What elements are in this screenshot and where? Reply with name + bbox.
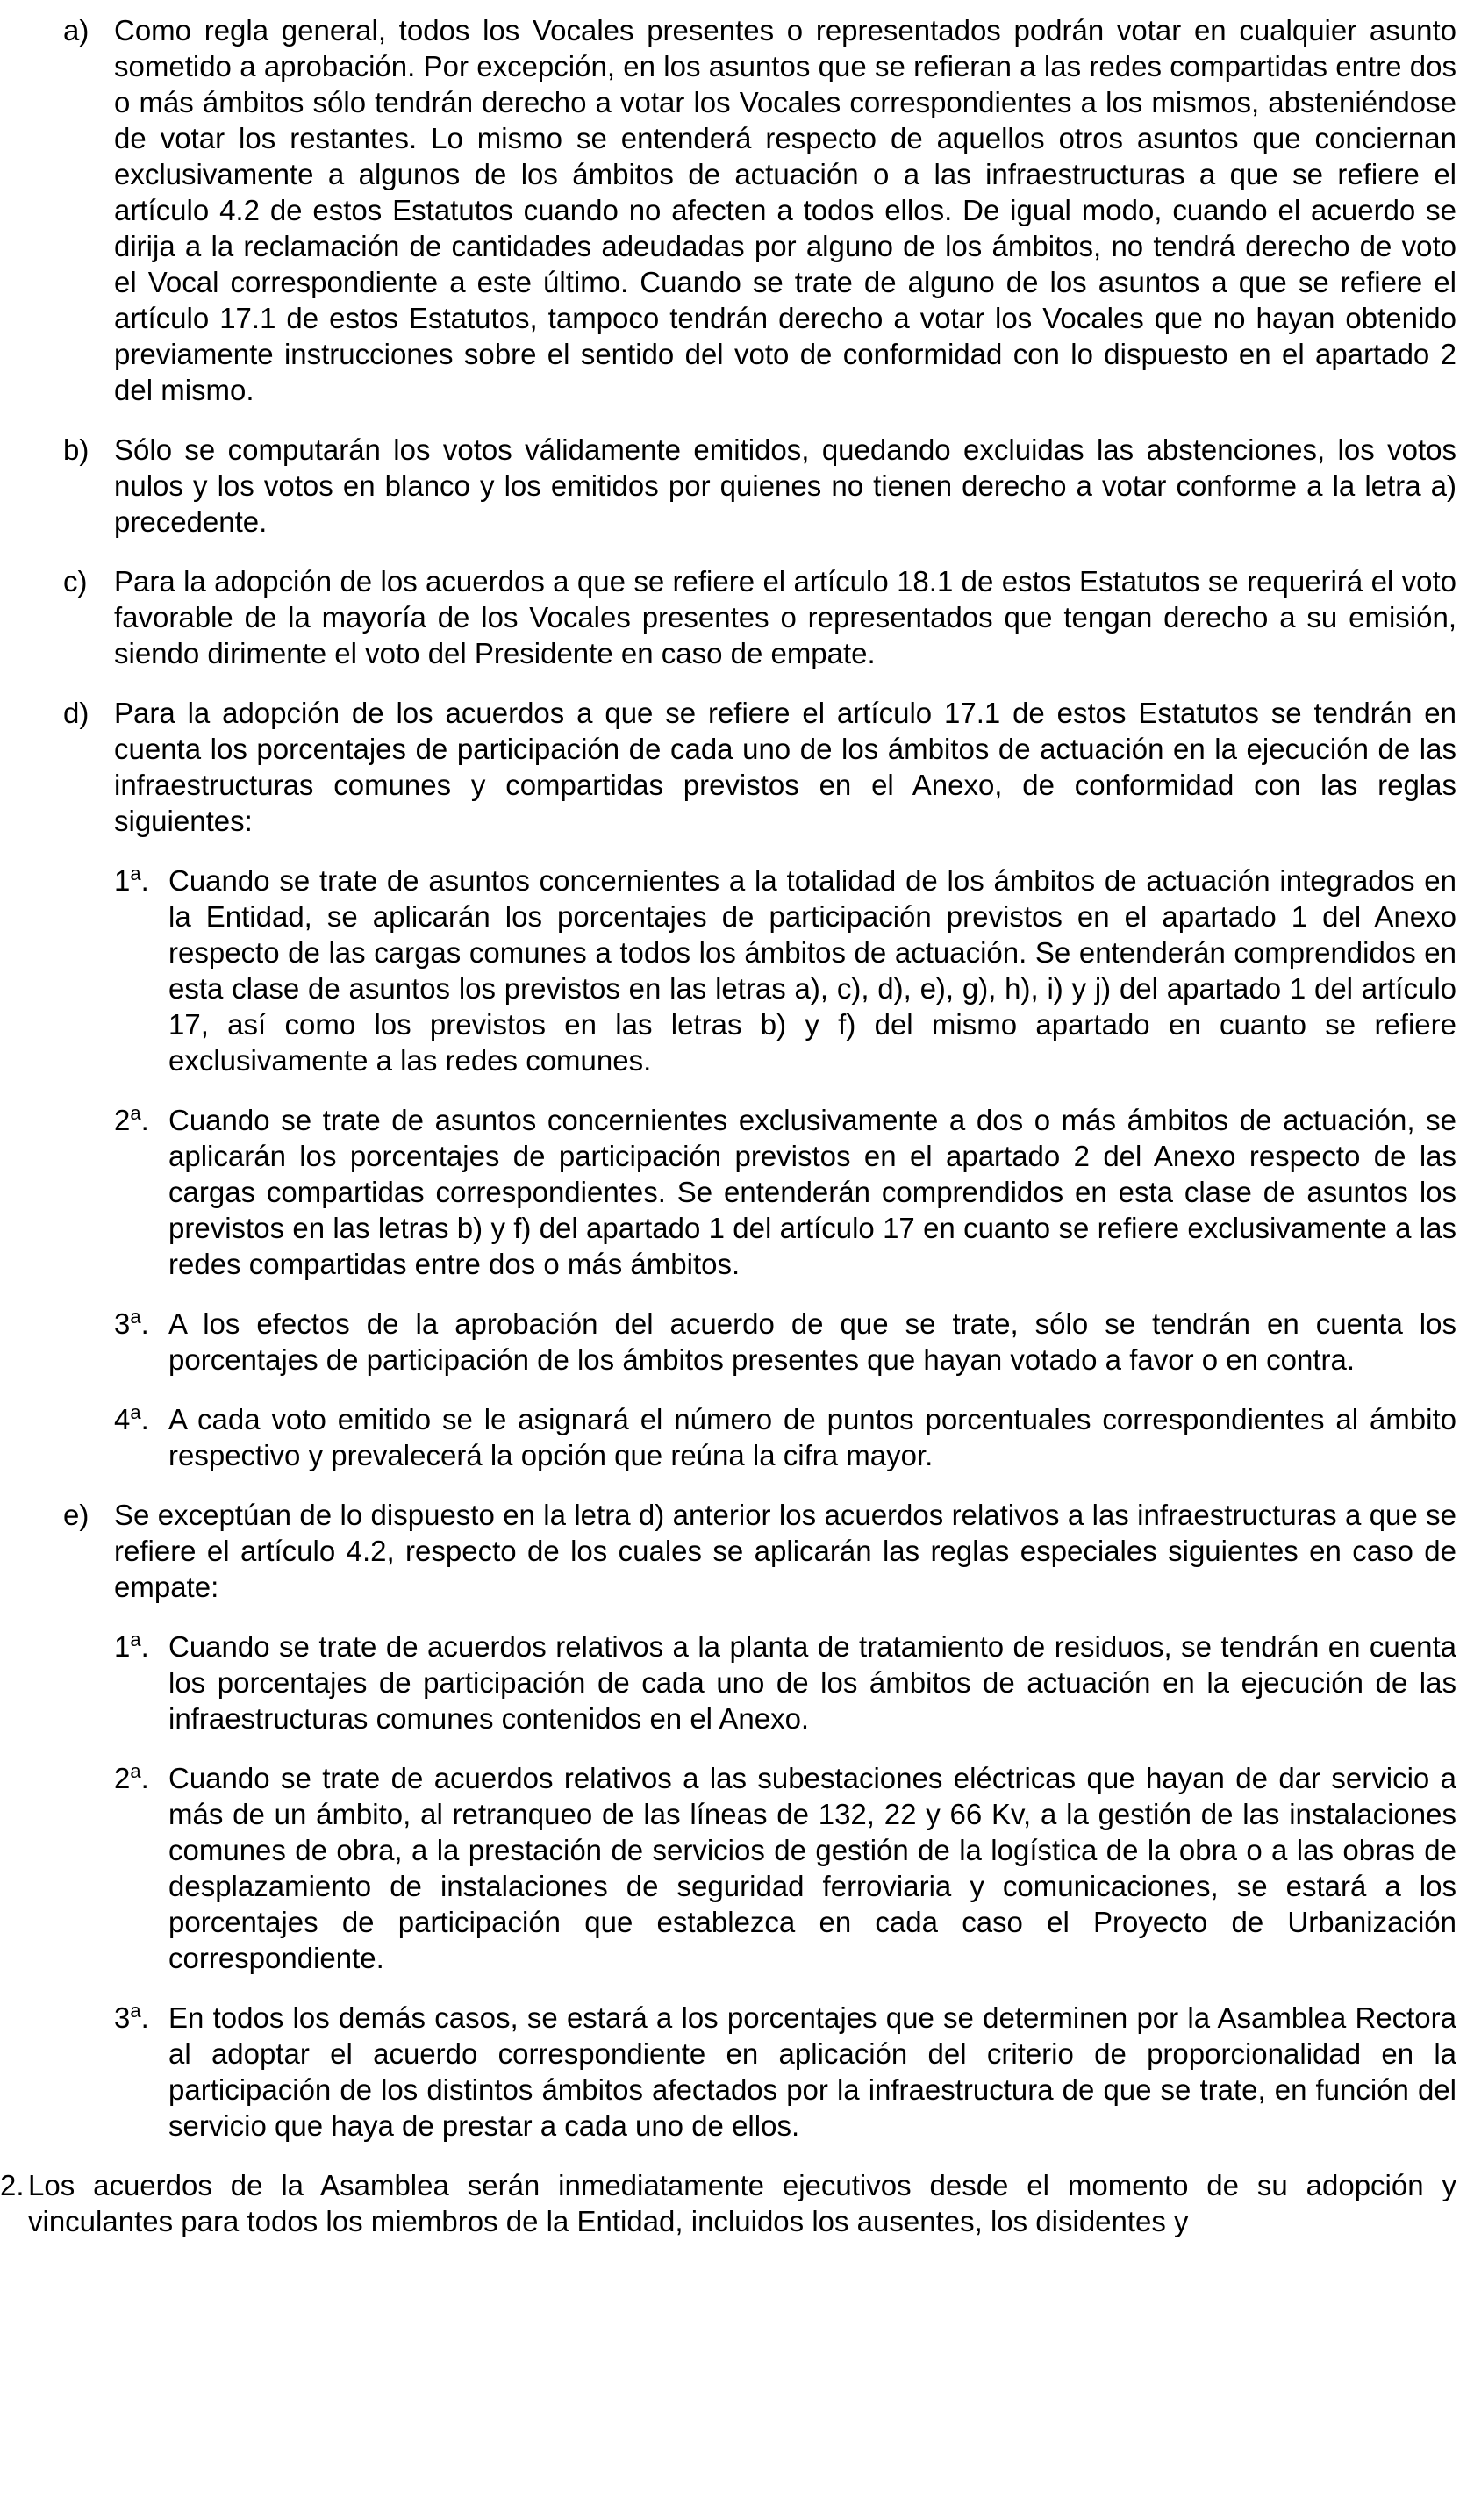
- item-marker: c): [63, 565, 88, 598]
- item-text: Para la adopción de los acuerdos a que se refiere el artículo 18.1 de estos Estatutos se requerirá el voto favorable de la mayoría de los Vocales presentes o representados que tengan derecho a su emisión, siendo dirimente el voto del Presidente en caso de empate.: [114, 565, 1456, 669]
- list-item-c: [63, 563, 1456, 671]
- rule-text: Cuando se trate de asuntos concernientes a la totalidad de los ámbitos de actuación integrados en la Entidad, se aplicarán los porcentajes de participación previstos en el apartado 1 del Anexo respecto de las cargas comunes a todos los ámbitos de actuación. Se entenderán comprendidos en esta clase de asuntos los previstos en las letras a), c), d), e), g), h), i) y j) del apartado 1 del artículo 17, así como los previstos en las letras b) y f) del mismo apartado en cuanto se refiere exclusivamente a las redes comunes.: [168, 864, 1456, 1077]
- item-marker: d): [63, 697, 89, 729]
- rule-item-d-3: [114, 1306, 1456, 1378]
- item-text: Para la adopción de los acuerdos a que se refiere el artículo 17.1 de estos Estatutos se tendrán en cuenta los porcentajes de participación de cada uno de los ámbitos de actuación en la ejecución de las infraestructuras comunes y compartidas previstos en el Anexo, de conformidad con las reglas siguientes:: [114, 697, 1456, 837]
- rule-text: A cada voto emitido se le asignará el número de puntos porcentuales correspondientes al ámbito respectivo y prevalecerá la opción que reúna la cifra mayor.: [168, 1403, 1456, 1471]
- rule-marker: 3$^a$.: [114, 2000, 149, 2034]
- rule-text: A los efectos de la aprobación del acuerdo de que se trate, sólo se tendrán en cuenta los porcentajes de participación de los ámbitos presentes que hayan votado a favor o en contra.: [168, 1307, 1456, 1376]
- section-marker: 2.: [0, 2169, 25, 2201]
- list-item-e: [63, 1497, 1456, 1605]
- rule-marker: 2$^a$.: [114, 1760, 149, 1794]
- rule-marker: 1$^a$.: [114, 1629, 149, 1663]
- item-text: Se exceptúan de lo dispuesto en la letra d) anterior los acuerdos relativos a las infraestructuras a que se refiere el artículo 4.2, respecto de los cuales se aplicarán las reglas especiales siguientes en caso de empate:: [114, 1499, 1456, 1603]
- rule-marker: 2$^a$.: [114, 1102, 149, 1136]
- section-text: Los acuerdos de la Asamblea serán inmediatamente ejecutivos desde el momento de su adopción y vinculantes para todos los miembros de la Entidad, incluidos los ausentes, los disidentes y: [28, 2169, 1456, 2237]
- rule-marker: 1$^a$.: [114, 863, 149, 897]
- item-text: Sólo se computarán los votos válidamente emitidos, quedando excluidas las abstenciones, los votos nulos y los votos en blanco y los emitidos por quienes no tienen derecho a votar conforme a la letra a) precedente.: [114, 433, 1456, 538]
- rule-text: Cuando se trate de acuerdos relativos a la planta de tratamiento de residuos, se tendrán en cuenta los porcentajes de participación de cada uno de los ámbitos de actuación en la ejecución de las infraestructuras comunes contenidos en el Anexo.: [168, 1630, 1456, 1735]
- rule-text: En todos los demás casos, se estará a los porcentajes que se determinen por la Asamblea Rectora al adoptar el acuerdo correspondiente en aplicación del criterio de proporcionalidad en la participación de los distintos ámbitos afectados por la infraestructura de que se trate, en función del servicio que haya de prestar a cada uno de ellos.: [168, 2001, 1456, 2142]
- rule-marker: 3$^a$.: [114, 1306, 149, 1340]
- item-marker: a): [63, 14, 89, 47]
- rule-marker: 4$^a$.: [114, 1401, 149, 1435]
- rule-item-d-1: [114, 863, 1456, 1078]
- rule-item-e-2: [114, 1760, 1456, 1976]
- rule-text: Cuando se trate de asuntos concernientes exclusivamente a dos o más ámbitos de actuación, se aplicarán los porcentajes de participación previstos en el apartado 2 del Anexo respecto de las cargas compartidas correspondientes. Se entenderán comprendidos en esta clase de asuntos los previstos en las letras b) y f) del apartado 1 del artículo 17 en cuanto se refiere exclusivamente a las redes compartidas entre dos o más ámbitos.: [168, 1104, 1456, 1280]
- list-item-d: [63, 695, 1456, 839]
- rule-item-e-3: [114, 2000, 1456, 2144]
- item-text: Como regla general, todos los Vocales presentes o representados podrán votar en cualquier asunto sometido a aprobación. Por excepción, en los asuntos que se refieran a las redes compartidas entre dos o más ámbitos sólo tendrán derecho a votar los Vocales correspondientes a los mismos, absteniéndose de votar los restantes. Lo mismo se entenderá respecto de aquellos otros asuntos que conciernan exclusivamente a algunos de los ámbitos de actuación o a las infraestructuras a que se refiere el artículo 4.2 de estos Estatutos cuando no afecten a todos ellos. De igual modo, cuando el acuerdo se dirija a la reclamación de cantidades adeudadas por alguno de los ámbitos, no tendrá derecho de voto el Vocal correspondiente a este último. Cuando se trate de alguno de los asuntos a que se refiere el artículo 17.1 de estos Estatutos, tampoco tendrán derecho a votar los Vocales que no hayan obtenido previamente instrucciones sobre el sentido del voto de conformidad con lo dispuesto en el apartado 2 del mismo.: [114, 14, 1456, 406]
- list-item-b: [63, 432, 1456, 540]
- item-marker: b): [63, 433, 89, 466]
- list-item-a: [63, 12, 1456, 408]
- rule-text: Cuando se trate de acuerdos relativos a las subestaciones eléctricas que hayan de dar servicio a más de un ámbito, al retranqueo de las líneas de 132, 22 y 66 Kv, a la gestión de las instalaciones comunes de obra, a la prestación de servicios de gestión de la logística de la obra o a las obras de desplazamiento de instalaciones de seguridad ferroviaria y comunicaciones, se estará a los porcentajes de participación que establezca en cada caso el Proyecto de Urbanización correspondiente.: [168, 1762, 1456, 1974]
- section-2: [0, 2167, 1456, 2239]
- rule-item-d-4: [114, 1401, 1456, 1473]
- item-marker: e): [63, 1499, 89, 1531]
- rule-item-d-2: [114, 1102, 1456, 1282]
- rule-item-e-1: [114, 1629, 1456, 1736]
